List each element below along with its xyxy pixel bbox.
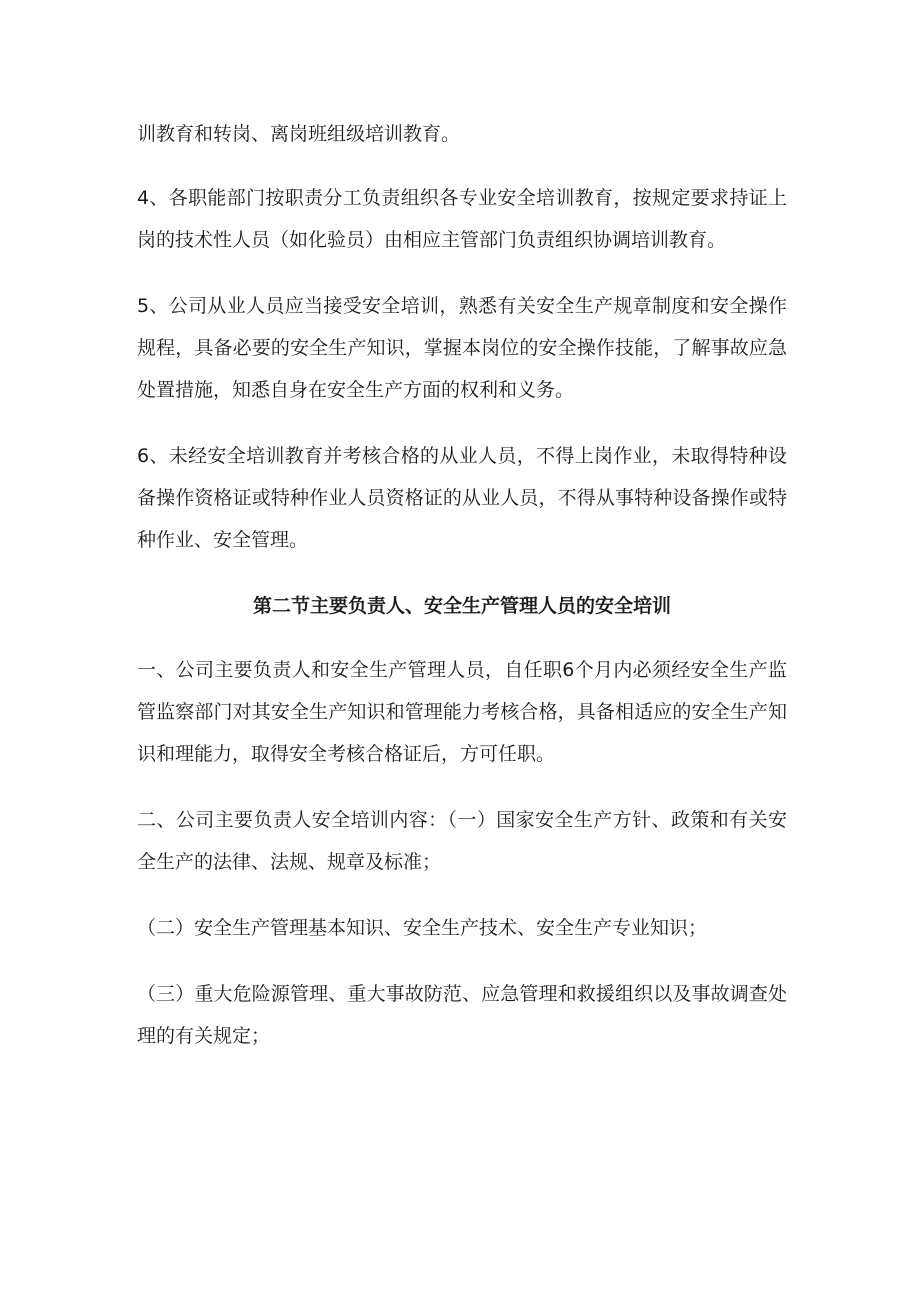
paragraph-section-item-2: 二、公司主要负责人安全培训内容：（一）国家安全生产方针、政策和有关安全生产的法律、法规、规章及标准； — [137, 809, 787, 873]
paragraph-continuation: 训教育和转岗、离岗班组级培训教育。 — [137, 123, 461, 145]
paragraph-subitem-3: （三）重大危险源管理、重大事故防范、应急管理和救援组织以及事故调查处理的有关规定； — [137, 983, 787, 1047]
paragraph-section-item-1: 一、公司主要负责人和安全生产管理人员，自任职6个月内必须经安全生产监管监察部门对其安全生产知识和管理能力考核合格，具备相适应的安全生产知识和理能力，取得安全考核合格证后，方可任职。 — [137, 659, 787, 765]
paragraph-item-4: 4、各职能部门按职责分工负责组织各专业安全培训教育，按规定要求持证上岗的技术性人员（如化验员）由相应主管部门负责组织协调培训教育。 — [137, 187, 787, 251]
paragraph-item-5: 5、公司从业人员应当接受安全培训，熟悉有关安全生产规章制度和安全操作规程，具备必要的安全生产知识，掌握本岗位的安全操作技能，了解事故应急处置措施，知悉自身在安全生产方面的权利和义务。 — [137, 295, 787, 401]
paragraph-item-6: 6、未经安全培训教育并考核合格的从业人员，不得上岗作业，未取得特种设备操作资格证或特种作业人员资格证的从业人员，不得从事特种设备操作或特种作业、安全管理。 — [137, 445, 787, 551]
section-heading: 第二节主要负责人、安全生产管理人员的安全培训 — [252, 595, 671, 617]
document-body — [137, 113, 787, 1081]
paragraph-subitem-2: （二）安全生产管理基本知识、安全生产技术、安全生产专业知识； — [137, 917, 708, 939]
